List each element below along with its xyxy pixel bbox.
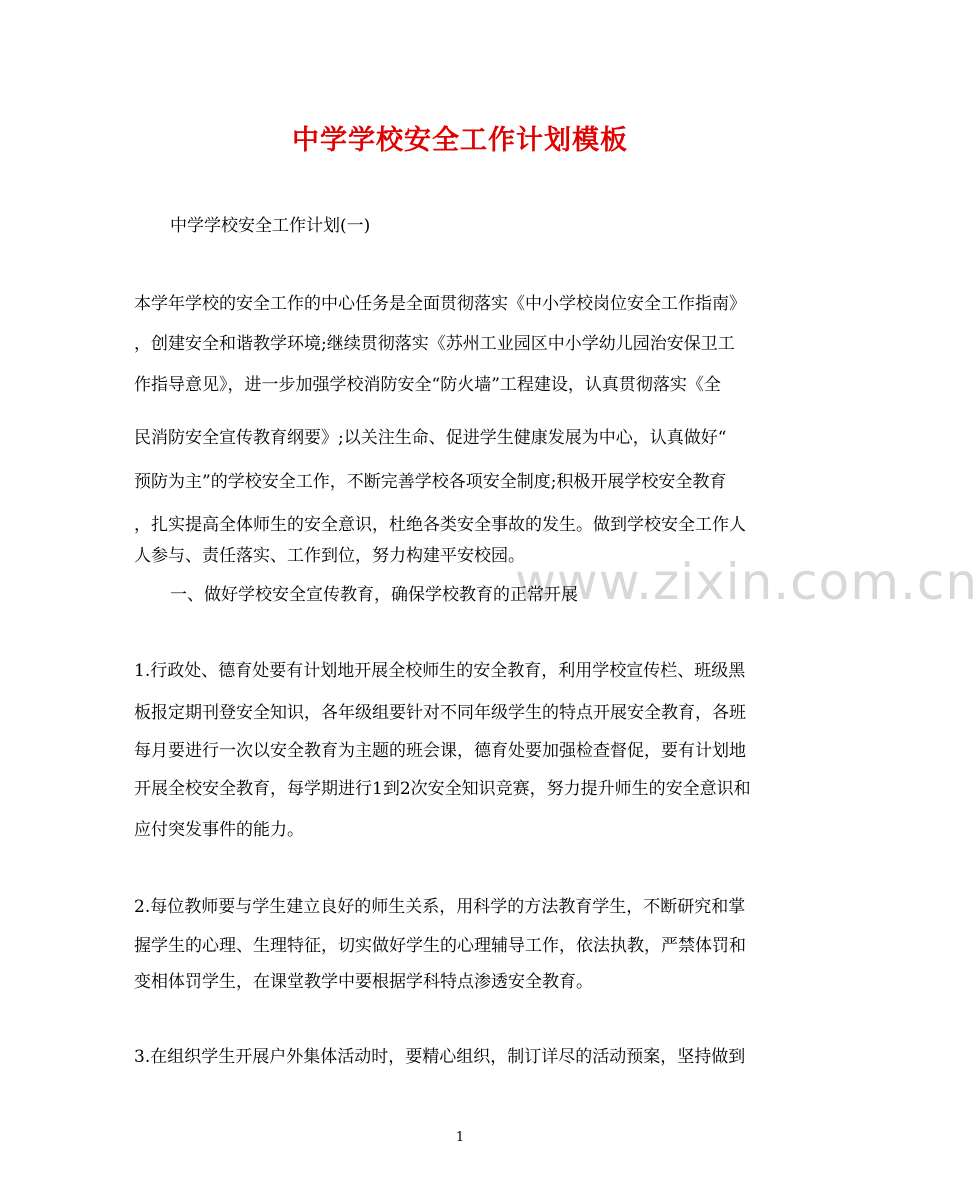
paragraph-line: 本学年学校的安全工作的中心任务是全面贯彻落实《中小学校岗位安全工作指南》 [134,294,746,314]
paragraph-line: 每月要进行一次以安全教育为主题的班会课，德育处要加强检查督促，要有计划地 [134,741,746,761]
paragraph-line: 1.行政处、德育处要有计划地开展全校师生的安全教育，利用学校宣传栏、班级黑 [134,661,746,681]
paragraph-line: 2.每位教师要与学生建立良好的师生关系，用科学的方法教育学生，不断研究和掌 [134,897,746,917]
paragraph-line: 3.在组织学生开展户外集体活动时，要精心组织，制订详尽的活动预案，坚持做到 [134,1047,746,1067]
paragraph-line: 人参与、责任落实、工作到位，努力构建平安校园。 [134,546,525,566]
paragraph-line: 板报定期刊登安全知识，各年级组要针对不同年级学生的特点开展安全教育，各班 [134,703,746,723]
paragraph-line: 民消防安全宣传教育纲要》;以关注生命、促进学生健康发展为中心，认真做好“ [134,428,727,448]
paragraph-line: 预防为主”的学校安全工作，不断完善学校各项安全制度;积极开展学校安全教育 [134,472,727,492]
paragraph-line: 变相体罚学生，在课堂教学中要根据学科特点渗透安全教育。 [134,972,593,992]
subtitle: 中学学校安全工作计划(一) [170,216,371,236]
document-title: 中学学校安全工作计划模板 [292,125,628,156]
paragraph-line: ，扎实提高全体师生的安全意识，杜绝各类安全事故的发生。做到学校安全工作人 [134,515,746,535]
paragraph-line: 应付突发事件的能力。 [134,820,304,840]
paragraph-line: ，创建安全和谐教学环境;继续贯彻落实《苏州工业园区中小学幼儿园治安保卫工 [134,334,735,354]
page-number: 1 [455,1130,465,1145]
watermark: www.zixin.com.cn [515,553,978,611]
paragraph-line: 作指导意见》，进一步加强学校消防安全“防火墙”工程建设，认真贯彻落实《全 [134,375,721,395]
section-heading: 一、做好学校安全宣传教育，确保学校教育的正常开展 [170,585,578,605]
paragraph-line: 握学生的心理、生理特征，切实做好学生的心理辅导工作，依法执教，严禁体罚和 [134,936,746,956]
paragraph-line: 开展全校安全教育，每学期进行1到2次安全知识竞赛，努力提升师生的安全意识和 [134,779,751,799]
